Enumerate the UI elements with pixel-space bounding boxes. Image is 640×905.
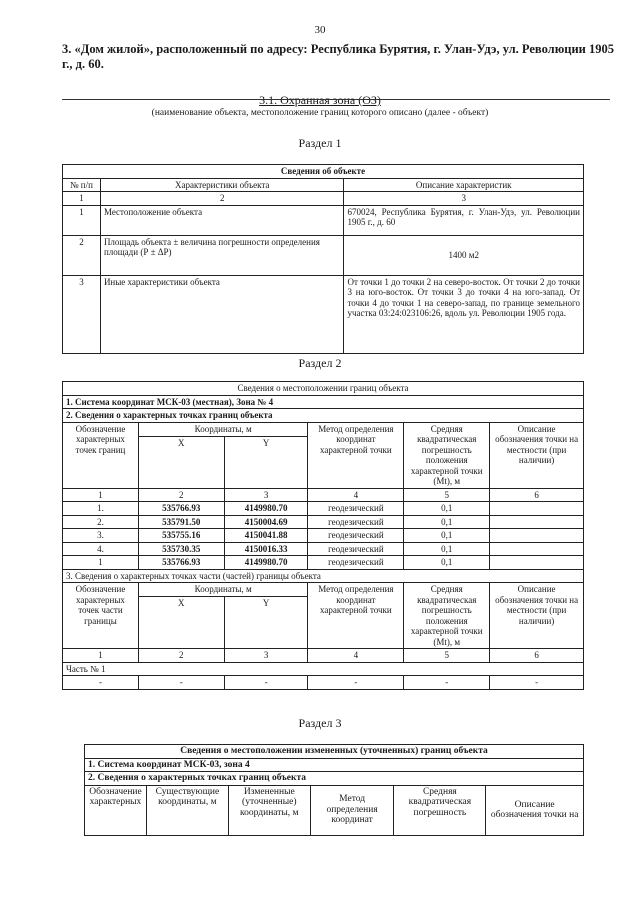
column-number: 3 bbox=[224, 488, 308, 502]
characteristic-name: Иные характеристики объекта bbox=[100, 275, 344, 353]
point-error: 0,1 bbox=[404, 502, 490, 516]
header-cell: X bbox=[138, 436, 224, 488]
point-description bbox=[490, 542, 584, 556]
header-cell: Обозначение характерных точек границ bbox=[63, 422, 139, 488]
point-description bbox=[490, 515, 584, 529]
table-row bbox=[63, 529, 584, 543]
header-cell: Координаты, м bbox=[138, 422, 308, 436]
header-cell: Описание обозначения точки на bbox=[486, 785, 584, 835]
table-row bbox=[63, 676, 584, 690]
table-row bbox=[63, 542, 584, 556]
zone-title: 3.1. Охранная зона (ОЗ) bbox=[259, 93, 381, 107]
table-row bbox=[63, 502, 584, 516]
point-id: 2. bbox=[63, 515, 139, 529]
points-title: 2. Сведения о характерных точках границ объекта bbox=[63, 409, 584, 423]
column-number: 2 bbox=[138, 488, 224, 502]
empty-cell: - bbox=[224, 676, 308, 690]
header-cell: X bbox=[138, 597, 224, 649]
header-cell: Средняя квадратическая погрешность положения характерной точки (Mt), м bbox=[404, 422, 490, 488]
point-error: 0,1 bbox=[404, 515, 490, 529]
column-number: 1 bbox=[63, 649, 139, 663]
header-cell: Средняя квадратическая погрешность положения характерной точки (Mt), м bbox=[404, 583, 490, 649]
point-y: 4149980.70 bbox=[224, 556, 308, 570]
header-cell: № п/п bbox=[63, 178, 101, 192]
boundary-table bbox=[62, 381, 584, 690]
section3-title: Раздел 3 bbox=[298, 716, 342, 730]
point-error: 0,1 bbox=[404, 529, 490, 543]
column-number: 4 bbox=[308, 488, 404, 502]
header-cell: Метод определения координат характерной точки bbox=[308, 422, 404, 488]
point-method: геодезический bbox=[308, 502, 404, 516]
header-cell: Y bbox=[224, 597, 308, 649]
table-title: Сведения об объекте bbox=[63, 165, 584, 179]
table-row bbox=[63, 556, 584, 570]
point-y: 4149980.70 bbox=[224, 502, 308, 516]
point-x: 535766.93 bbox=[138, 502, 224, 516]
characteristic-value: 670024, Республика Бурятия, г. Улан-Удэ, ул. Революции 1905 г., д. 60 bbox=[344, 205, 584, 235]
points-title: 2. Сведения о характерных точках границ объекта bbox=[85, 772, 584, 786]
point-description bbox=[490, 556, 584, 570]
header-cell: Описание обозначения точки на местности (при наличии) bbox=[490, 583, 584, 649]
page-number: 30 bbox=[314, 24, 326, 36]
header-cell: Измененные (уточненные) координаты, м bbox=[228, 785, 310, 835]
column-number: 2 bbox=[100, 192, 344, 206]
point-method: геодезический bbox=[308, 556, 404, 570]
point-error: 0,1 bbox=[404, 542, 490, 556]
table-title: Сведения о местоположении измененных (уточненных) границ объекта bbox=[85, 745, 584, 759]
point-id: 1. bbox=[63, 502, 139, 516]
coordinate-system: 1. Система координат МСК-03 (местная), Зона № 4 bbox=[63, 395, 584, 409]
column-number: 3 bbox=[344, 192, 584, 206]
coordinate-system: 1. Система координат МСК-03, зона 4 bbox=[85, 758, 584, 772]
point-y: 4150016.33 bbox=[224, 542, 308, 556]
point-error: 0,1 bbox=[404, 556, 490, 570]
characteristic-name: Местоположение объекта bbox=[100, 205, 344, 235]
point-method: геодезический bbox=[308, 515, 404, 529]
point-id: 4. bbox=[63, 542, 139, 556]
column-number: 4 bbox=[308, 649, 404, 663]
point-method: геодезический bbox=[308, 529, 404, 543]
zone-note: (наименование объекта, местоположение границ которого описано (далее - объект) bbox=[151, 108, 489, 118]
column-number: 3 bbox=[224, 649, 308, 663]
point-description bbox=[490, 502, 584, 516]
empty-cell: - bbox=[490, 676, 584, 690]
column-number: 6 bbox=[490, 488, 584, 502]
point-id: 3. bbox=[63, 529, 139, 543]
point-method: геодезический bbox=[308, 542, 404, 556]
column-number: 2 bbox=[138, 649, 224, 663]
row-number: 3 bbox=[63, 275, 101, 353]
row-number: 1 bbox=[63, 205, 101, 235]
characteristic-name: Площадь объекта ± величина погрешности определения площади (Р ± ΔР) bbox=[100, 235, 344, 275]
object-info-table bbox=[62, 164, 584, 354]
header-cell: Y bbox=[224, 436, 308, 488]
point-y: 4150041.88 bbox=[224, 529, 308, 543]
point-x: 535755.16 bbox=[138, 529, 224, 543]
header-cell: Координаты, м bbox=[138, 583, 308, 597]
section2-title: Раздел 2 bbox=[298, 356, 342, 370]
header-cell: Обозначение характерных точек части границы bbox=[63, 583, 139, 649]
header-cell: Метод определения координат bbox=[310, 785, 394, 835]
header-cell: Обозначение характерных bbox=[85, 785, 147, 835]
point-y: 4150004.69 bbox=[224, 515, 308, 529]
point-id: 1 bbox=[63, 556, 139, 570]
column-number: 5 bbox=[404, 649, 490, 663]
empty-cell: - bbox=[308, 676, 404, 690]
column-number: 1 bbox=[63, 488, 139, 502]
section1-title: Раздел 1 bbox=[298, 136, 342, 150]
header-cell: Метод определения координат характерной точки bbox=[308, 583, 404, 649]
header-cell: Описание обозначения точки на местности (при наличии) bbox=[490, 422, 584, 488]
header-cell: Описание характеристик bbox=[344, 178, 584, 192]
empty-cell: - bbox=[404, 676, 490, 690]
table-title: Сведения о местоположении границ объекта bbox=[63, 382, 584, 396]
point-x: 535730.35 bbox=[138, 542, 224, 556]
row-number: 2 bbox=[63, 235, 101, 275]
point-x: 535791.50 bbox=[138, 515, 224, 529]
title-underline bbox=[62, 99, 610, 100]
changed-boundary-table bbox=[84, 744, 584, 836]
column-number: 6 bbox=[490, 649, 584, 663]
header-cell: Средняя квадратическая погрешность bbox=[394, 785, 486, 835]
part-label: Часть № 1 bbox=[63, 662, 584, 676]
characteristic-value: 1400 м2 bbox=[344, 235, 584, 275]
column-number: 5 bbox=[404, 488, 490, 502]
column-number: 1 bbox=[63, 192, 101, 206]
part-points-title: 3. Сведения о характерных точках части (частей) границы объекта bbox=[63, 569, 584, 583]
point-x: 535766.93 bbox=[138, 556, 224, 570]
empty-cell: - bbox=[138, 676, 224, 690]
characteristic-value: От точки 1 до точки 2 на северо-восток. От точки 2 до точки 3 на юго-восток. От точки 3 до точки 4 на юго-запад. От точки 4 до точки 1 на северо-запад, по границе земельного участка 03:24:023106:26, вдоль ул. Революции 1905 года. bbox=[344, 275, 584, 353]
point-description bbox=[490, 529, 584, 543]
object-heading: 3. «Дом жилой», расположенный по адресу: Республика Бурятия, г. Улан-Удэ, ул. Революции 1905 г., д. 60. bbox=[62, 42, 614, 71]
header-cell: Характеристики объекта bbox=[100, 178, 344, 192]
header-cell: Существующие координаты, м bbox=[146, 785, 228, 835]
empty-cell: - bbox=[63, 676, 139, 690]
table-row bbox=[63, 515, 584, 529]
